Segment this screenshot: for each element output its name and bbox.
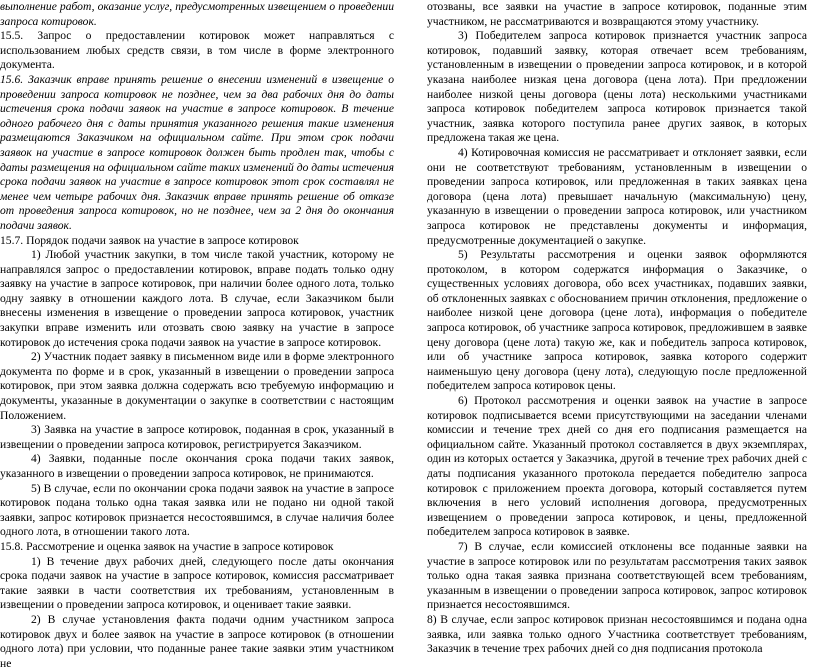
paragraph-15-6: 15.6. Заказчик вправе принять решение о внесении изменений в извещение о проведении запроса котировок не позднее, чем за два рабочих дня до даты истечения срока подачи заявок на участие в запросе котировок. В течение одного рабочего дня с даты принятия указанного решения такие изменения размещаются Заказчиком на официальном сайте. При этом срок подачи заявок на участие в запросе котировок должен быть продлен так, чтобы с даты размещения на официальном сайте таких изменений до даты истечения срока подачи заявок на участие в запросе котировок этот срок составлял не менее чем четыре рабочих дня. Заказчик вправе принять решение об отказе от проведения запроса котировок, но не позднее, чем за 2 дня до окончания подачи заявок. [0,72,394,232]
paragraph-scope-end: выполнение работ, оказание услуг, предусмотренных извещением о проведении запроса котировок. [0,0,394,28]
paragraph-15-8-8: 8) В случае, если запрос котировок признан несостоявшимся и подана одна заявка, или заявка только одного Участника соответствует требованиям, Заказчик в течение трех рабочих дней со дня подписания протокола [427,612,807,656]
paragraph-15-7-3: 3) Заявка на участие в запросе котировок, поданная в срок, указанный в извещении о проведении запроса котировок, регистрируется Заказчиком. [0,423,394,451]
left-column [0,0,394,671]
paragraph-15-7-5: 5) В случае, если по окончании срока подачи заявок на участие в запросе котировок подана только одна такая заявка или не подано ни одной такой заявки, запрос котировок признается несостоявшимся, в случае наличия более одного лота, в отношении такого лота. [0,481,394,539]
paragraph-15-7-1: 1) Любой участник закупки, в том числе такой участник, которому не направлялся запрос о предоставлении котировок, вправе подать только одну заявку на участие в запросе котировок, при наличии более одного лота, только одну заявку в отношении каждого лота. В случае, если Заказчиком были внесены изменения в извещение о проведении запроса котировок, участник закупки вправе изменить или отозвать свою заявку на участие в запросе котировок до истечения срока подачи заявок на участие в запросе котировок. [0,248,394,349]
heading-15-8: 15.8. Рассмотрение и оценка заявок на участие в запросе котировок [0,539,334,553]
right-column [427,0,807,657]
paragraph-15-8-2-cont: отозваны, все заявки на участие в запросе котировок, поданные этим участником, не рассматриваются и возвращаются этому участнику. [427,0,807,28]
paragraph-15-8-3: 3) Победителем запроса котировок признается участник запроса котировок, подавший заявку, которая отвечает всем требованиям, установленным в извещении о проведении запроса котировок, и в которой указана наиболее низкая цена договора (цена лота). При предложении наиболее низкой цены договора (цены лота) несколькими участниками запроса котировок победителем запроса котировок признается такой участник, заявка которого поступила ранее других заявок, в которых предложена такая же цена. [427,29,807,145]
paragraph-15-8-1: 1) В течение двух рабочих дней, следующего после даты окончания срока подачи заявок на участие в запросе котировок, комиссия рассматривает такие заявки в части соответствия их требованиям, установленным в извещении о проведении запроса котировок, и оценивает такие заявки. [0,554,394,612]
paragraph-15-8-4: 4) Котировочная комиссия не рассматривает и отклоняет заявки, если они не соответствуют требованиям, установленным в извещении о проведении запроса котировок, или предложенная в таких заявках цена договора (цена лота) превышает начальную (максимальную) цену, указанную в извещении о проведении запроса котировок, или участником запроса котировок не представлены документы и информация, предусмотренные документацией о закупке. [427,145,807,247]
paragraph-15-7-2: 2) Участник подает заявку в письменном виде или в форме электронного документа по форме и в срок, указанный в извещении о проведении запроса котировок, при этом заявка должна содержать всю требуемую информацию и документы, указанные в документации о закупке в соответствии с настоящим Положением. [0,350,394,422]
paragraph-15-7-4: 4) Заявки, поданные после окончания срока подачи таких заявок, указанного в извещении о проведении запроса котировок, не принимаются. [0,452,394,480]
paragraph-15-8-5: 5) Результаты рассмотрения и оценки заявок оформляются протоколом, в котором содержатся информация о Заказчике, о существенных условиях договора, обо всех участниках, подавших заявки, об отклоненных заявках с обоснованием причин отклонения, предложение о наиболее низкой цене договора (цене лота), информация о победителе запроса котировок, об участнике запроса котировок, предложившем в заявке цену договора (цене лота) такую же, как и победитель запроса котировок, или об участнике запроса котировок, заявка которого содержит наименьшую цену договора (цену лота), следующую после предложенной победителем запроса котировок цены. [427,248,807,393]
paragraph-15-8-7: 7) В случае, если комиссией отклонены все поданные заявки на участие в запросе котировок или по результатам рассмотрения таких заявок только одна такая заявка признана соответствующей всем требованиям, указанным в извещении о проведении запроса котировок, запрос котировок признается несостоявшимся. [427,539,807,612]
paragraph-15-8-2: 2) В случае установления факта подачи одним участником запроса котировок двух и более заявок на участие в запросе котировок (в отношении одного лота) при условии, что поданные ранее такие заявки этим участником не [0,612,394,670]
paragraph-15-8-6: 6) Протокол рассмотрения и оценки заявок на участие в запросе котировок подписывается всеми присутствующими на заседании членами комиссии и течение трех дней со дня его подписания размещается на официальном сайте. Указанный протокол составляется в двух экземплярах, один из которых остается у Заказчика, другой в течение трех рабочих дней с даты подписания указанного протокола передается победителю запроса котировок с приложением проекта договора, который составляется путем включения в него условий исполнения договора, предусмотренных извещением о проведении запроса котировок, и цены, предложенной победителем запроса котировок в заявке. [427,394,807,539]
paragraph-15-5: 15.5. Запрос о предоставлении котировок может направляться с использованием любых средств связи, в том числе в форме электронного документа. [0,29,394,72]
heading-15-7: 15.7. Порядок подачи заявок на участие в запросе котировок [0,233,299,247]
